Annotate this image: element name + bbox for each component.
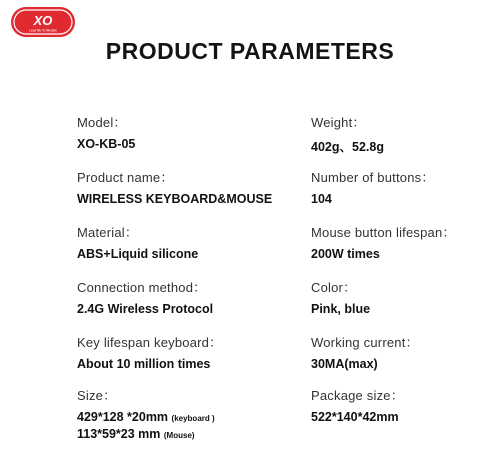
size-mouse-note: (Mouse) <box>163 431 195 440</box>
param-label: Material： <box>77 225 139 240</box>
param-value: 2.4G Wireless Protocol <box>77 302 214 316</box>
param-value: WIRELESS KEYBOARD&MOUSE <box>77 192 273 206</box>
param-label: Model： <box>77 115 127 130</box>
param-value: XO-KB-05 <box>77 137 136 151</box>
param-weight <box>311 112 384 155</box>
param-value: ABS+Liquid silicone <box>77 247 199 261</box>
param-label: Package size： <box>311 388 404 403</box>
param-key-lifespan <box>77 332 222 371</box>
param-label: Working current： <box>311 335 419 350</box>
param-product-name <box>77 167 272 206</box>
size-keyboard-note: (keyboard ) <box>171 414 215 423</box>
param-value-secondary <box>77 427 215 441</box>
param-label: Product name： <box>77 170 174 185</box>
param-label: Number of buttons： <box>311 170 435 185</box>
size-keyboard-value: 429*128 *20mm <box>77 410 169 424</box>
size-mouse-value: 113*59*23 mm <box>77 427 161 441</box>
xo-logo <box>10 6 76 38</box>
param-value: 402g、52.8g <box>311 140 384 154</box>
param-label: Mouse button lifespan： <box>311 225 456 240</box>
param-mouse-button-lifespan <box>311 222 456 261</box>
param-label: Key lifespan keyboard： <box>77 335 223 350</box>
param-value: 522*140*42mm <box>311 410 399 424</box>
param-label: Weight： <box>311 115 366 130</box>
param-value: 200W times <box>311 247 380 261</box>
param-value: 30MA(max) <box>311 357 378 371</box>
page-title: PRODUCT PARAMETERS <box>105 38 395 64</box>
param-value: 104 <box>311 192 332 206</box>
param-number-of-buttons <box>311 167 435 206</box>
param-package-size <box>311 385 404 424</box>
param-value: Pink, blue <box>311 302 371 316</box>
param-color <box>311 277 370 316</box>
param-size <box>77 385 215 441</box>
param-connection-method <box>77 277 213 316</box>
logo-tagline: Lead life To lifestyle <box>29 28 57 33</box>
param-value <box>77 410 215 424</box>
logo-text: XO <box>33 13 53 28</box>
param-label: Connection method： <box>77 280 207 295</box>
param-label: Color： <box>311 280 357 295</box>
param-model <box>77 112 135 151</box>
param-value: About 10 million times <box>77 357 211 371</box>
param-material <box>77 222 198 261</box>
param-label: Size： <box>77 388 117 403</box>
param-working-current <box>311 332 419 371</box>
